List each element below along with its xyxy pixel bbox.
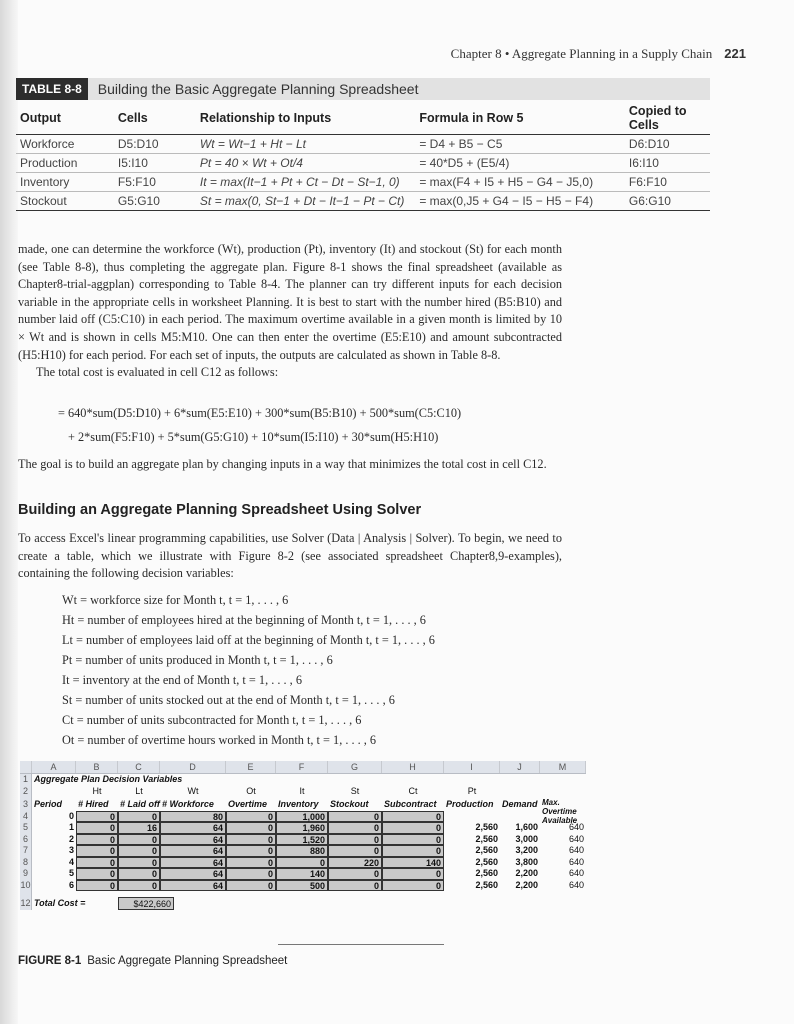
col-letter: J <box>500 761 540 773</box>
sheet-cell[interactable]: 0 <box>382 868 444 880</box>
corner-cell <box>20 761 32 773</box>
running-head-text: Chapter 8 • Aggregate Planning in a Supply Chain <box>450 46 713 61</box>
sheet-cell[interactable]: 1,960 <box>276 822 328 834</box>
col-letter: B <box>76 761 118 773</box>
sheet-cell[interactable]: 0 <box>328 845 382 857</box>
sheet-cell: 1,600 <box>515 822 538 832</box>
table-row <box>20 868 586 880</box>
sheet-cell[interactable]: 64 <box>160 857 226 869</box>
row-number: 1 <box>20 774 32 786</box>
table-cell: St = max(0, St−1 + Dt − It−1 − Pt − Ct) <box>196 192 415 211</box>
table-label: TABLE 8-8 <box>16 78 88 100</box>
table-row <box>16 154 710 173</box>
table-cell: It = max(It−1 + Pt + Ct − Dt − St−1, 0) <box>196 173 415 192</box>
sheet-cell[interactable]: 140 <box>382 857 444 869</box>
row-number: 7 <box>20 845 32 857</box>
sheet-cell <box>540 811 586 823</box>
sheet-cell[interactable]: 0 <box>226 880 276 892</box>
sheet-cell[interactable]: 1,520 <box>276 834 328 846</box>
sheet-cell[interactable]: 0 <box>382 834 444 846</box>
divider-line <box>278 944 444 945</box>
th-copied: Copied to Cells <box>625 102 710 135</box>
sheet-row-12 <box>20 897 586 910</box>
sheet-cell[interactable]: 64 <box>160 868 226 880</box>
list-item: Lt = number of employees laid off at the beginning of Month t, t = 1, . . . , 6 <box>62 633 435 647</box>
sheet-cell[interactable]: 1,000 <box>276 811 328 823</box>
col-letter: F <box>276 761 328 773</box>
figure-label: FIGURE 8-1 <box>18 955 82 967</box>
sheet-cell: 2,560 <box>475 833 498 844</box>
sheet-cell: 1 <box>68 822 74 832</box>
running-head <box>451 46 746 62</box>
table-cell: D5:D10 <box>114 135 196 154</box>
table-row <box>20 811 586 823</box>
symbol-cell: Ct <box>408 785 418 796</box>
row-number: 12 <box>20 898 31 908</box>
header-cell: Period <box>34 798 63 809</box>
sheet-cell[interactable]: 0 <box>226 868 276 880</box>
sheet-cell[interactable]: 0 <box>328 811 382 823</box>
list-item: Pt = number of units produced in Month t, t = 1, . . . , 6 <box>62 653 333 667</box>
table-cell: = 40*D5 + (E5/4) <box>415 154 625 173</box>
table-8-8-title-bar <box>16 78 710 100</box>
header-cell: # Hired <box>78 798 109 809</box>
sheet-cell[interactable]: 0 <box>118 845 160 857</box>
sheet-cell: 2,560 <box>475 879 498 890</box>
symbol-cell: Ot <box>246 785 256 796</box>
table-cell: I5:I10 <box>114 154 196 173</box>
header-cell: # Workforce <box>162 798 214 809</box>
header-cell: Inventory <box>278 798 319 809</box>
row-number: 10 <box>20 879 31 890</box>
spreadsheet-figure <box>20 761 586 910</box>
cost-equation-line-2: + 2*sum(F5:F10) + 5*sum(G5:G10) + 10*sum(I5:I10) + 30*sum(H5:H10) <box>68 430 439 444</box>
sheet-cell[interactable]: 0 <box>76 822 118 834</box>
sheet-cell: 2,200 <box>515 868 538 878</box>
symbol-cell: Ht <box>92 785 102 796</box>
sheet-cell[interactable]: 0 <box>76 868 118 880</box>
column-letter-row <box>20 761 586 774</box>
header-cell: Production <box>446 798 494 809</box>
row-number: 6 <box>20 834 32 846</box>
list-item: Ot = number of overtime hours worked in Month t, t = 1, . . . , 6 <box>62 733 377 747</box>
paragraph-1-text: made, one can determine the workforce (Wt), production (Pt), inventory (It) and stockout (St) for each month (see Table 8-8), thus completing the aggregate plan. Figure 8-1 shows the final spreadsheet (available as Chapter8-trial-aggplan) corresponding to Table 8-4. The planner can try different inputs for each decision variable in the appropriate cells in worksheet Planning. It is best to start with the number hired (B5:B10) and number laid off (C5:C10) in each period. The maximum overtime available in a given month is limited by 10 × Wt and is shown in cells M5:M10. One can then enter the overtime (E5:E10) and amount subcontracted (H5:H10) for each period. For each set of inputs, the outputs are calculated as shown in Table 8-8. <box>18 242 562 362</box>
sheet-cell: 3,000 <box>515 833 538 844</box>
sheet-cell[interactable]: 64 <box>160 834 226 846</box>
table-cell: Inventory <box>16 173 114 192</box>
row-number: 8 <box>20 857 32 869</box>
sheet-cell[interactable]: 80 <box>160 811 226 823</box>
sheet-cell[interactable]: 0 <box>328 880 382 892</box>
sheet-cell[interactable]: 880 <box>276 845 328 857</box>
symbol-cell: Wt <box>187 785 199 796</box>
sheet-cell: 2,560 <box>475 868 498 878</box>
sheet-cell[interactable]: 64 <box>160 845 226 857</box>
sheet-row-2 <box>20 786 586 798</box>
col-letter: A <box>32 761 76 773</box>
sheet-cell[interactable]: 64 <box>160 880 226 892</box>
table-cell: G6:G10 <box>625 192 710 211</box>
sheet-cell[interactable]: 0 <box>328 834 382 846</box>
sheet-cell[interactable]: 0 <box>226 857 276 869</box>
th-formula: Formula in Row 5 <box>415 102 625 135</box>
table-row <box>20 845 586 857</box>
sheet-cell[interactable]: 0 <box>382 811 444 823</box>
col-letter: D <box>160 761 226 773</box>
col-letter: I <box>444 761 500 773</box>
total-cost-value[interactable]: $422,660 <box>118 897 174 910</box>
sheet-cell[interactable]: 0 <box>276 857 328 869</box>
paragraph-1b-text: The total cost is evaluated in cell C12 as follows: <box>36 365 279 380</box>
sheet-cell: 640 <box>568 856 584 867</box>
sheet-cell: 4 <box>68 856 74 867</box>
sheet-cell: 6 <box>68 879 74 890</box>
col-letter: M <box>540 761 586 773</box>
table-cell: = D4 + B5 − C5 <box>415 135 625 154</box>
header-cell: Max. Overtime Available <box>542 797 578 825</box>
sheet-cell[interactable]: 0 <box>118 834 160 846</box>
sheet-cell[interactable]: 0 <box>76 811 118 823</box>
header-cell: Demand <box>502 798 538 809</box>
sheet-cell: 2,200 <box>515 879 538 890</box>
sheet-cell[interactable]: 0 <box>76 834 118 846</box>
sheet-cell[interactable]: 0 <box>118 868 160 880</box>
table-cell: Wt = Wt−1 + Ht − Lt <box>196 135 415 154</box>
table-cell: Pt = 40 × Wt + Ot/4 <box>196 154 415 173</box>
row-number: 4 <box>20 811 32 823</box>
col-letter: G <box>328 761 382 773</box>
sheet-cell[interactable]: 220 <box>328 857 382 869</box>
section-heading: Building an Aggregate Planning Spreadsheet Using Solver <box>18 502 422 518</box>
sheet-cell[interactable]: 0 <box>226 834 276 846</box>
list-item: St = number of units stocked out at the end of Month t, t = 1, . . . , 6 <box>62 693 395 707</box>
list-item: Wt = workforce size for Month t, t = 1, . . . , 6 <box>62 593 289 607</box>
table-row <box>20 834 586 846</box>
decision-variable-list <box>62 590 435 750</box>
table-row <box>16 173 710 192</box>
table-row <box>20 822 586 834</box>
sheet-cell[interactable]: 0 <box>226 811 276 823</box>
paragraph-2: The goal is to build an aggregate plan by changing inputs in a way that minimizes the total cost in cell C12. <box>18 457 547 471</box>
symbol-cell: St <box>350 785 360 796</box>
sheet-cell[interactable]: 0 <box>226 822 276 834</box>
col-letter: C <box>118 761 160 773</box>
sheet-cell: 2,560 <box>475 845 498 855</box>
table-8-8 <box>16 102 710 211</box>
header-cell: # Laid off <box>120 798 160 809</box>
sheet-cell: 640 <box>568 868 584 878</box>
sheet-cell: 640 <box>568 822 584 832</box>
sheet-cell[interactable]: 0 <box>76 880 118 892</box>
sheet-row-1 <box>20 774 586 786</box>
sheet-cell[interactable]: 500 <box>276 880 328 892</box>
sheet-cell <box>444 811 500 823</box>
sheet-cell[interactable]: 16 <box>118 822 160 834</box>
sheet-cell[interactable]: 0 <box>328 822 382 834</box>
sheet-cell[interactable]: 140 <box>276 868 328 880</box>
row-number: 3 <box>20 798 32 811</box>
list-item: Ht = number of employees hired at the beginning of Month t, t = 1, . . . , 6 <box>62 613 426 627</box>
table-cell: F5:F10 <box>114 173 196 192</box>
sheet-cell[interactable]: 0 <box>382 822 444 834</box>
cost-equation-line-1: = 640*sum(D5:D10) + 6*sum(E5:E10) + 300*sum(B5:B10) + 500*sum(C5:C10) <box>58 406 462 420</box>
list-item: Ct = number of units subcontracted for Month t, t = 1, . . . , 6 <box>62 713 362 727</box>
page-number: 221 <box>724 46 746 61</box>
row-number: 9 <box>20 868 32 880</box>
figure-caption <box>18 955 287 967</box>
th-relationship: Relationship to Inputs <box>196 102 415 135</box>
sheet-cell[interactable]: 0 <box>118 811 160 823</box>
sheet-cell[interactable]: 0 <box>76 845 118 857</box>
table-row <box>20 857 586 869</box>
table-cell: I6:I10 <box>625 154 710 173</box>
sheet-cell: 5 <box>68 868 74 878</box>
list-item: It = inventory at the end of Month t, t = 1, . . . , 6 <box>62 673 302 687</box>
symbol-cell: Pt <box>467 785 477 796</box>
sheet-cell: 2,560 <box>475 822 498 832</box>
table-cell: D6:D10 <box>625 135 710 154</box>
sheet-cell[interactable]: 0 <box>382 845 444 857</box>
symbol-cell: Lt <box>135 785 143 796</box>
table-cell: F6:F10 <box>625 173 710 192</box>
sheet-cell[interactable]: 0 <box>226 845 276 857</box>
col-letter: E <box>226 761 276 773</box>
table-header-row <box>16 102 710 135</box>
table-cell: G5:G10 <box>114 192 196 211</box>
col-letter: H <box>382 761 444 773</box>
total-cost-label: Total Cost = <box>34 898 86 908</box>
table-cell: = max(F4 + I5 + H5 − G4 − J5,0) <box>415 173 625 192</box>
table-cell: = max(0,J5 + G4 − I5 − H5 − F4) <box>415 192 625 211</box>
sheet-cell: 640 <box>568 879 584 890</box>
header-cell: Stockout <box>330 798 369 809</box>
sheet-cell <box>500 811 540 823</box>
row-number: 5 <box>20 822 32 834</box>
sheet-title: Aggregate Plan Decision Variables <box>34 774 183 784</box>
sheet-cell: 2,560 <box>475 856 498 867</box>
sheet-cell: 3 <box>68 845 74 855</box>
sheet-cell: 2 <box>68 833 74 844</box>
sheet-cell: 3,200 <box>515 845 538 855</box>
sheet-cell[interactable]: 0 <box>76 857 118 869</box>
sheet-cell: 640 <box>568 845 584 855</box>
table-caption: Building the Basic Aggregate Planning Spreadsheet <box>97 81 419 97</box>
th-cells: Cells <box>114 102 196 135</box>
figure-caption-text: Basic Aggregate Planning Spreadsheet <box>87 955 288 967</box>
sheet-cell[interactable]: 0 <box>118 857 160 869</box>
sheet-cell[interactable]: 64 <box>160 822 226 834</box>
header-cell: Subcontract <box>384 798 437 809</box>
header-cell: Overtime <box>228 798 268 809</box>
sheet-cell: 0 <box>68 810 74 821</box>
symbol-cell: It <box>299 785 305 796</box>
table-row <box>16 135 710 154</box>
sheet-cell[interactable]: 0 <box>328 868 382 880</box>
table-row <box>20 880 586 892</box>
sheet-cell[interactable]: 0 <box>118 880 160 892</box>
table-cell: Workforce <box>16 135 114 154</box>
row-number: 2 <box>20 786 32 798</box>
paragraph-3: To access Excel's linear programming capabilities, use Solver (Data | Analysis | Solver). To begin, we need to create a table, which we illustrate with Figure 8-2 (see associated spreadsheet Chapter8,9-examples), containing the following decision variables: <box>18 531 562 581</box>
th-output: Output <box>16 102 114 135</box>
sheet-cell: 640 <box>568 833 584 844</box>
sheet-cell: 3,800 <box>515 856 538 867</box>
table-cell: Production <box>16 154 114 173</box>
table-row <box>16 192 710 211</box>
table-cell: Stockout <box>16 192 114 211</box>
paragraph-1 <box>18 241 562 382</box>
sheet-cell[interactable]: 0 <box>382 880 444 892</box>
